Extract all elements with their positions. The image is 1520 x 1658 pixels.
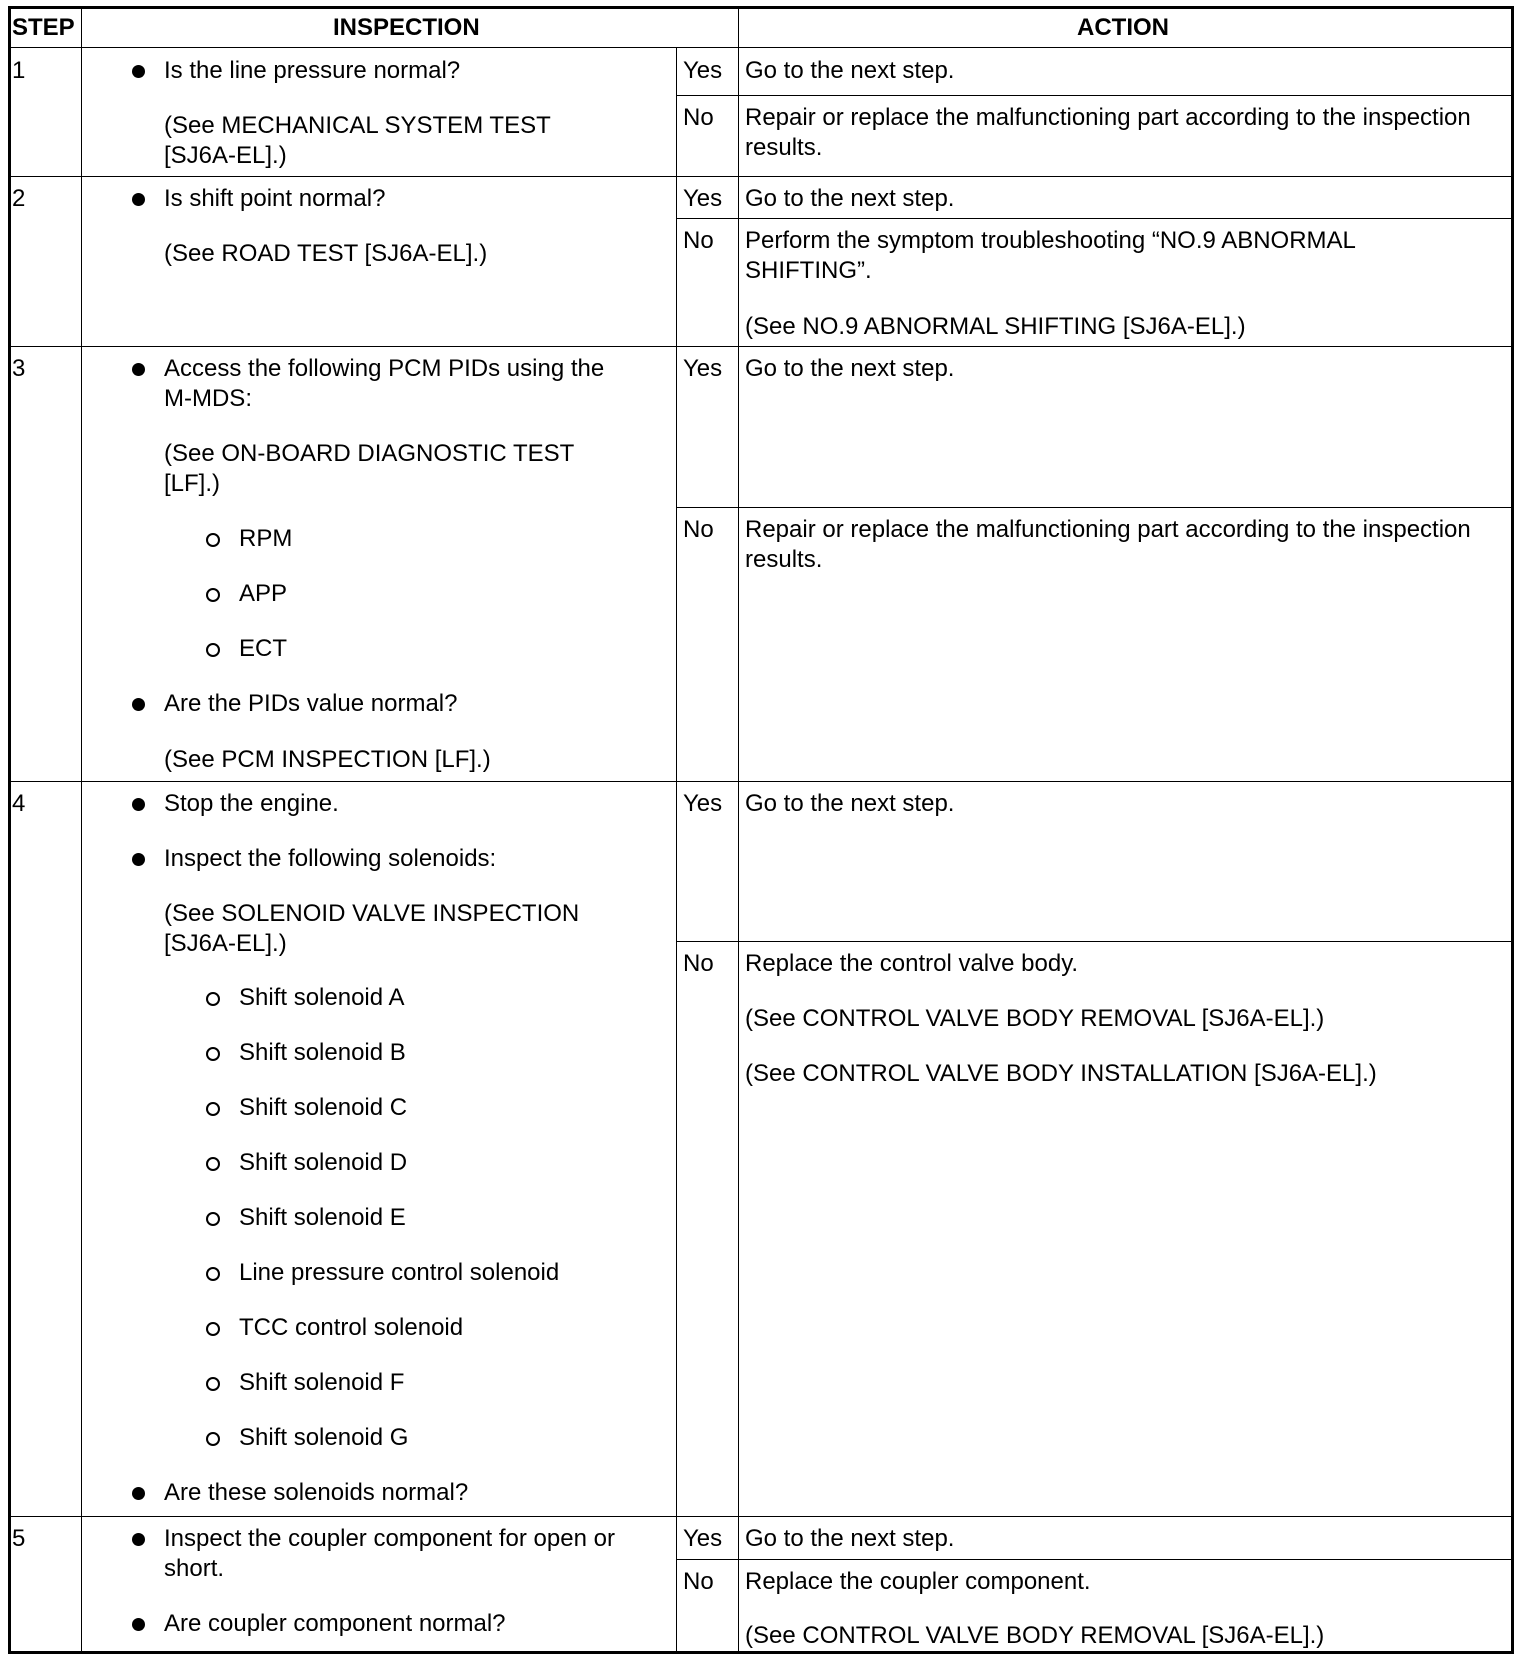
- header-divider: [8, 47, 1514, 48]
- yes-label: Yes: [683, 57, 723, 84]
- yes-no-divider: [676, 95, 1514, 96]
- inspection-reference: (See MECHANICAL SYSTEM TEST: [164, 112, 551, 139]
- yes-no-divider: [676, 1559, 1514, 1560]
- row-divider: [8, 781, 1514, 782]
- inspection-text: Is the line pressure normal?: [164, 57, 461, 84]
- bullet-ring-icon: [206, 1047, 220, 1061]
- bullet-ring-icon: [206, 1157, 220, 1171]
- inspection-reference: [SJ6A-EL].): [164, 930, 287, 957]
- yes-no-divider: [676, 507, 1514, 508]
- action-text: Go to the next step.: [745, 57, 955, 84]
- sub-item: Shift solenoid A: [239, 984, 405, 1011]
- yes-no-divider: [676, 941, 1514, 942]
- no-label: No: [683, 950, 714, 977]
- bullet-ring-icon: [206, 1267, 220, 1281]
- sub-item: TCC control solenoid: [239, 1314, 464, 1341]
- action-text: Replace the control valve body.: [745, 950, 1079, 977]
- header-step: STEP: [12, 14, 75, 41]
- sub-item: Shift solenoid G: [239, 1424, 409, 1451]
- inspection-reference: [LF].): [164, 470, 221, 497]
- inspection-reference: (See SOLENOID VALVE INSPECTION: [164, 900, 580, 927]
- bullet-disc-icon: [132, 1533, 145, 1546]
- action-text: Go to the next step.: [745, 790, 955, 817]
- sub-item: Shift solenoid E: [239, 1204, 406, 1231]
- step-number: 2: [12, 185, 26, 212]
- sub-item: Shift solenoid C: [239, 1094, 408, 1121]
- action-text: Go to the next step.: [745, 355, 955, 382]
- action-text: results.: [745, 134, 823, 161]
- step-number: 5: [12, 1525, 26, 1552]
- inspection-text: Are these solenoids normal?: [164, 1479, 469, 1506]
- action-reference: (See CONTROL VALVE BODY REMOVAL [SJ6A-EL].): [745, 1005, 1325, 1032]
- no-label: No: [683, 104, 714, 131]
- bullet-disc-icon: [132, 698, 145, 711]
- column-divider-step: [81, 6, 82, 1654]
- header-inspection: INSPECTION: [333, 14, 480, 41]
- yes-label: Yes: [683, 185, 723, 212]
- bullet-ring-icon: [206, 588, 220, 602]
- row-divider: [8, 176, 1514, 177]
- action-text: SHIFTING”.: [745, 257, 872, 284]
- action-reference: (See CONTROL VALVE BODY INSTALLATION [SJ6A-EL].): [745, 1060, 1377, 1087]
- yes-no-divider: [676, 218, 1514, 219]
- action-reference: (See CONTROL VALVE BODY REMOVAL [SJ6A-EL].): [745, 1622, 1325, 1649]
- bullet-disc-icon: [132, 363, 145, 376]
- bullet-ring-icon: [206, 1432, 220, 1446]
- step-number: 4: [12, 790, 26, 817]
- action-text: results.: [745, 546, 823, 573]
- bullet-ring-icon: [206, 533, 220, 547]
- no-label: No: [683, 516, 714, 543]
- action-reference: (See NO.9 ABNORMAL SHIFTING [SJ6A-EL].): [745, 313, 1246, 340]
- inspection-text: M-MDS:: [164, 385, 252, 412]
- inspection-reference: [SJ6A-EL].): [164, 142, 287, 169]
- inspection-text: Inspect the coupler component for open or: [164, 1525, 615, 1552]
- action-text: Go to the next step.: [745, 1525, 955, 1552]
- sub-item: Shift solenoid D: [239, 1149, 408, 1176]
- inspection-reference: (See PCM INSPECTION [LF].): [164, 746, 491, 773]
- inspection-reference: (See ROAD TEST [SJ6A-EL].): [164, 240, 488, 267]
- action-text: Repair or replace the malfunctioning part according to the inspection: [745, 104, 1471, 131]
- sub-item: APP: [239, 580, 288, 607]
- row-divider: [8, 346, 1514, 347]
- column-divider-yesno: [676, 48, 677, 1654]
- action-text: Go to the next step.: [745, 185, 955, 212]
- bullet-ring-icon: [206, 1212, 220, 1226]
- inspection-text: Stop the engine.: [164, 790, 339, 817]
- sub-item: ECT: [239, 635, 287, 662]
- bullet-disc-icon: [132, 853, 145, 866]
- bullet-disc-icon: [132, 193, 145, 206]
- inspection-text: Access the following PCM PIDs using the: [164, 355, 605, 382]
- no-label: No: [683, 1568, 714, 1595]
- bullet-disc-icon: [132, 1618, 145, 1631]
- sub-item: Shift solenoid F: [239, 1369, 405, 1396]
- step-number: 1: [12, 57, 26, 84]
- bullet-ring-icon: [206, 1377, 220, 1391]
- yes-label: Yes: [683, 355, 723, 382]
- inspection-text: Is shift point normal?: [164, 185, 386, 212]
- step-number: 3: [12, 355, 26, 382]
- sub-item: Shift solenoid B: [239, 1039, 406, 1066]
- action-text: Perform the symptom troubleshooting “NO.9 ABNORMAL: [745, 227, 1356, 254]
- header-action: ACTION: [1077, 14, 1169, 41]
- bullet-disc-icon: [132, 1487, 145, 1500]
- row-divider: [8, 1516, 1514, 1517]
- inspection-text: short.: [164, 1555, 225, 1582]
- inspection-reference: (See ON-BOARD DIAGNOSTIC TEST: [164, 440, 575, 467]
- yes-label: Yes: [683, 790, 723, 817]
- inspection-text: Inspect the following solenoids:: [164, 845, 497, 872]
- bullet-ring-icon: [206, 1102, 220, 1116]
- bullet-ring-icon: [206, 992, 220, 1006]
- bullet-ring-icon: [206, 643, 220, 657]
- bullet-ring-icon: [206, 1322, 220, 1336]
- bullet-disc-icon: [132, 65, 145, 78]
- inspection-text: Are coupler component normal?: [164, 1610, 506, 1637]
- bullet-disc-icon: [132, 798, 145, 811]
- sub-item: RPM: [239, 525, 293, 552]
- column-divider-action: [738, 6, 739, 1654]
- yes-label: Yes: [683, 1525, 723, 1552]
- action-text: Repair or replace the malfunctioning part according to the inspection: [745, 516, 1471, 543]
- no-label: No: [683, 227, 714, 254]
- sub-item: Line pressure control solenoid: [239, 1259, 560, 1286]
- action-text: Replace the coupler component.: [745, 1568, 1091, 1595]
- inspection-text: Are the PIDs value normal?: [164, 690, 458, 717]
